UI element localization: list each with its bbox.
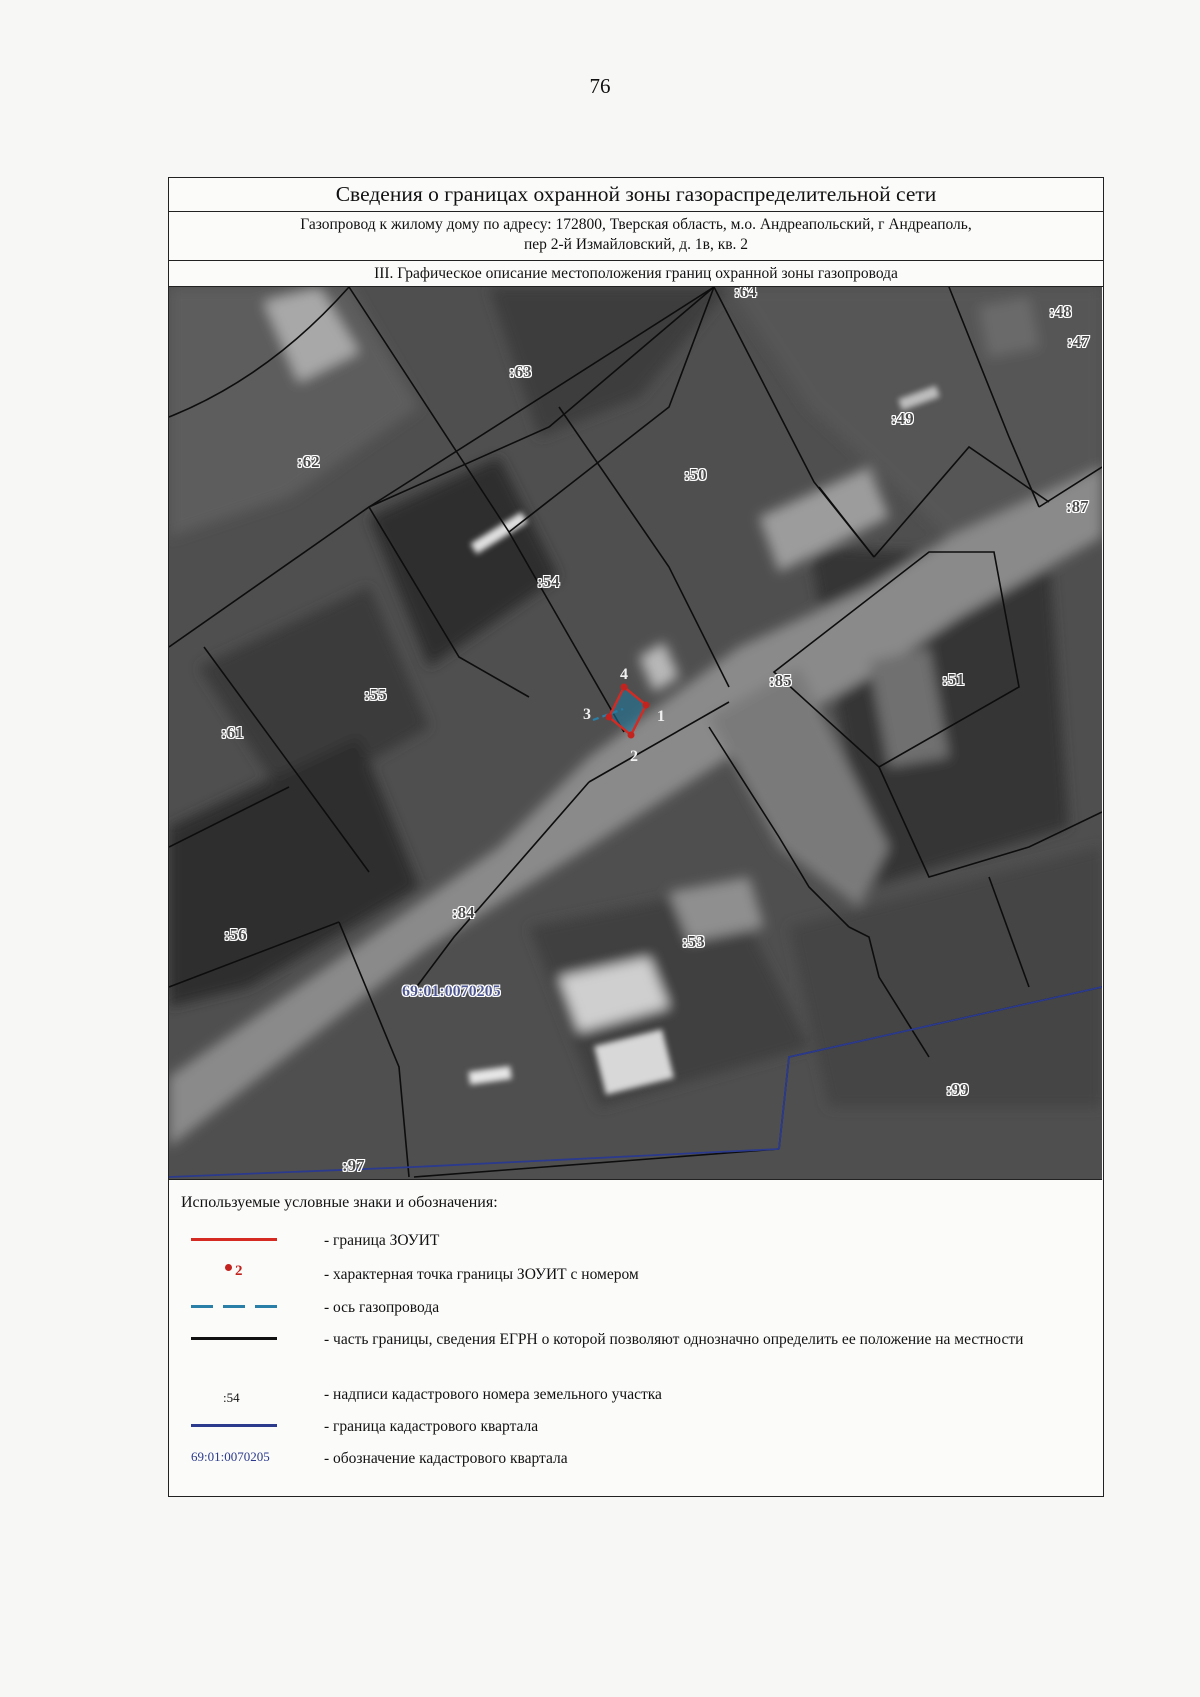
parcel-label: :99 [946,1080,969,1099]
legend-item-parcel-label: :54 - надписи кадастрового номера земельного участка [169,1378,1099,1408]
parcel-label: :48 [1049,302,1072,321]
parcel-label: :55 [364,685,387,704]
zone-point-label-3: 3 [583,706,591,723]
legend-item-gas-axis: - ось газопровода [169,1291,1099,1321]
section-heading: III. Графическое описание местоположения границ охранной зоны газопровода [169,261,1103,287]
parcel-label: :87 [1066,497,1089,516]
quarter-label-symbol: 69:01:0070205 [191,1449,270,1464]
black-line-symbol [191,1323,277,1353]
parcel-label: :63 [509,362,532,381]
parcel-label: :85 [769,671,792,690]
zone-point-1[interactable] [643,702,650,709]
parcel-label: :54 [537,572,560,591]
object-address-line-2: пер 2-й Измайловский, д. 1в, кв. 2 [523,236,749,253]
parcel-label: :49 [891,409,914,428]
object-address-line-1: Газопровод к жилому дому по адресу: 172800, Тверская область, м.о. Андреапольский, г Андреаполь, [300,216,972,233]
legend-item-quarter-label: 69:01:0070205 - обозначение кадастрового квартала [169,1442,1099,1472]
red-line-symbol [191,1224,277,1254]
zone-point-4[interactable] [621,684,628,691]
legend-item-zouit-point: 2 - характерная точка границы ЗОУИТ с номером [169,1258,1099,1288]
quarter-label: 69:01:0070205 [402,983,501,1000]
parcel-label: :62 [297,452,320,471]
parcel-label: :64 [734,287,757,301]
legend-item-quarter-boundary: - граница кадастрового квартала [169,1410,1099,1440]
parcel-label: :97 [342,1156,365,1175]
legend-item-egrn-boundary: - часть границы, сведения ЕГРН о которой позволяют однозначно определить ее положение на местности [169,1323,1099,1371]
red-point-symbol: 2 [191,1258,277,1288]
zone-point-label-4: 4 [620,666,628,683]
parcel-label: :50 [684,465,707,484]
parcel-label-symbol: :54 [223,1390,240,1405]
aerial-map[interactable] [169,287,1102,1180]
zone-point-2[interactable] [628,732,635,739]
zone-point-3[interactable] [606,714,613,721]
zone-point-label-2: 2 [630,748,638,765]
parcel-label: :61 [221,723,244,742]
legend-heading: Используемые условные знаки и обозначения: [181,1194,498,1211]
document-title: Сведения о границах охранной зоны газораспределительной сети [169,178,1103,212]
object-description [169,212,1103,261]
parcel-label: :51 [942,670,965,689]
parcel-label: :53 [682,932,705,951]
parcel-label: :56 [224,925,247,944]
legend-item-zouit-boundary: - граница ЗОУИТ [169,1224,1099,1254]
blue-dashed-line-symbol [191,1291,277,1321]
zone-point-label-1: 1 [657,708,665,725]
aerial-imagery [169,287,1102,1179]
document-frame [168,177,1104,1497]
parcel-label: :84 [452,903,475,922]
page-number: 76 [589,74,611,98]
parcel-label: :47 [1067,332,1090,351]
navy-line-symbol [191,1410,277,1440]
map-canvas [169,287,1102,1179]
